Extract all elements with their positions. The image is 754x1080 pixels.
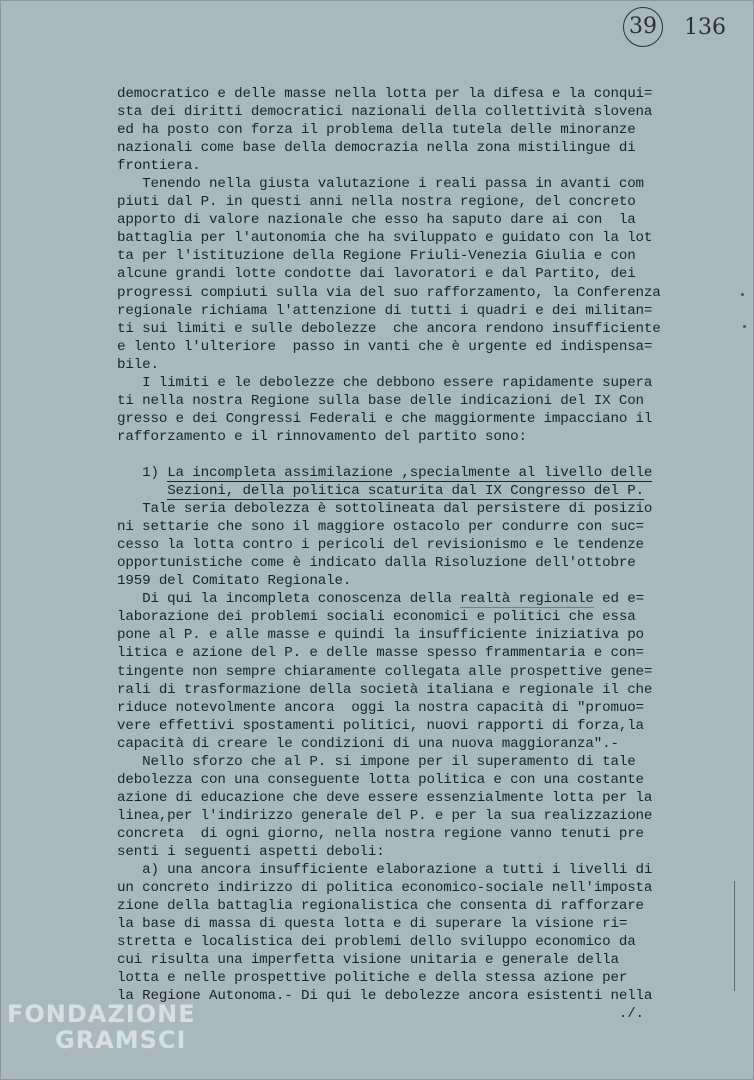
text-line: un concreto indirizzo di politica economico-sociale nell'imposta bbox=[117, 880, 653, 897]
text-line: ta per l'istituzione della Regione Friuli-Venezia Giulia e con bbox=[117, 248, 636, 265]
text-line: sta dei diritti democratici nazionali della collettività slovena bbox=[117, 104, 653, 121]
text-line: rafforzamento e il rinnovamento del partito sono: bbox=[117, 428, 527, 445]
circled-page-number: 39 bbox=[623, 7, 663, 47]
text-line: frontiera. bbox=[117, 158, 201, 175]
text-line: Sezioni, della politica scaturita dal IX Congresso del P. bbox=[167, 483, 644, 500]
text-line: riduce notevolmente ancora oggi la nostra capacità di "promuo= bbox=[117, 699, 644, 716]
text-line: progressi compiuti sulla via del suo rafforzamento, la Conferenza bbox=[117, 284, 661, 301]
text-line: Di qui la incompleta conoscenza della realtà regionale ed e= bbox=[117, 591, 644, 608]
text-line: cesso la lotta contro i pericoli del revisionismo e le tendenze bbox=[117, 537, 644, 554]
text-line: capacità di creare le condizioni di una nuova maggioranza".- bbox=[117, 735, 619, 752]
text-line: vere effettivi spostamenti politici, nuovi rapporti di forza,la bbox=[117, 717, 644, 734]
text-line: stretta e localistica dei problemi dello sviluppo economico da bbox=[117, 934, 636, 951]
text-line: litica e azione del P. e delle masse spesso frammentaria e con= bbox=[117, 645, 644, 662]
watermark-line2: GRAMSCI bbox=[55, 1026, 187, 1054]
text-line: azione di educazione che deve essere essenzialmente lotta per la bbox=[117, 789, 653, 806]
margin-dot bbox=[743, 325, 746, 328]
text-line: apporto di valore nazionale che esso ha saputo dare ai con la bbox=[117, 212, 636, 229]
text-line: laborazione dei problemi sociali economici e politici che essa bbox=[117, 609, 636, 626]
text-line: ./. bbox=[117, 1006, 644, 1023]
watermark-line1: FONDAZIONE bbox=[7, 1000, 196, 1028]
text-line: debolezza con una conseguente lotta politica e con una costante bbox=[117, 771, 644, 788]
text-line: regionale richiama l'attenzione di tutti i quadri e dei militan= bbox=[117, 302, 653, 319]
text-line: ed ha posto con forza il problema della tutela delle minoranze bbox=[117, 122, 636, 139]
text-line: 1959 del Comitato Regionale. bbox=[117, 573, 352, 590]
text-line bbox=[117, 446, 729, 464]
text-line: pone al P. e alle masse e quindi la insufficiente iniziativa po bbox=[117, 627, 644, 644]
text-line: cui risulta una imperfetta visione unitaria e generale della bbox=[117, 952, 619, 969]
text-line: Tale seria debolezza è sottolineata dal persistere di posizio bbox=[117, 501, 653, 518]
text-line: I limiti e le debolezze che debbono essere rapidamente supera bbox=[117, 374, 653, 391]
text-line: ti nella nostra Regione sulla base delle indicazioni del IX Con bbox=[117, 392, 644, 409]
text-line: bile. bbox=[117, 356, 159, 373]
margin-line-mark bbox=[734, 881, 735, 991]
text-line: piuti dal P. in questi anni nella nostra regione, del concreto bbox=[117, 194, 636, 211]
text-line: tingente non sempre chiaramente collegata alle prospettive gene= bbox=[117, 663, 653, 680]
text-line: ti sui limiti e sulle debolezze che ancora rendono insufficiente bbox=[117, 320, 661, 337]
text-line: e lento l'ulteriore passo in vanti che è urgente ed indispensa= bbox=[117, 338, 653, 355]
text-line: gresso e dei Congressi Federali e che maggiormente impacciano il bbox=[117, 410, 653, 427]
text-line: alcune grandi lotte condotte dai lavoratori e dal Partito, dei bbox=[117, 266, 636, 283]
text-line: a) una ancora insufficiente elaborazione a tutti i livelli di bbox=[117, 862, 653, 879]
watermark-logo bbox=[7, 1001, 196, 1053]
margin-dot bbox=[741, 293, 744, 296]
text-line: la base di massa di questa lotta e di superare la visione ri= bbox=[117, 916, 628, 933]
text-line: Tenendo nella giusta valutazione i reali passa in avanti com bbox=[117, 176, 644, 193]
text-line: opportunistiche come è indicato dalla Risoluzione dell'ottobre bbox=[117, 555, 636, 572]
handwritten-page-number: 136 bbox=[684, 15, 726, 40]
text-line: Nello sforzo che al P. si impone per il superamento di tale bbox=[117, 753, 636, 770]
text-line: linea,per l'indirizzo generale del P. e per la sua realizzazione bbox=[117, 807, 653, 824]
text-line: senti i seguenti aspetti deboli: bbox=[117, 843, 385, 860]
text-line: concreta di ogni giorno, nella nostra regione vanno tenuti pre bbox=[117, 825, 644, 842]
text-line: ni settarie che sono il maggiore ostacolo per condurre con suc= bbox=[117, 519, 644, 536]
text-line: rali di trasformazione della società italiana e regionale il che bbox=[117, 681, 653, 698]
text-line: battaglia per l'autonomia che ha sviluppato e guidato con la lot bbox=[117, 230, 653, 247]
typewritten-text bbox=[117, 85, 729, 1023]
text-line: nazionali come base della democrazia nella zona mistilingue di bbox=[117, 140, 636, 157]
text-line: zione della battaglia regionalistica che consenta di rafforzare bbox=[117, 898, 644, 915]
text-line: lotta e nelle prospettive politiche e della stessa azione per bbox=[117, 970, 628, 987]
text-line: democratico e delle masse nella lotta per la difesa e la conqui= bbox=[117, 86, 653, 102]
text-line: 1) La incompleta assimilazione ,specialmente al livello delle bbox=[117, 464, 653, 481]
text-line: la Regione Autonoma.- Di qui le debolezze ancora esistenti nella bbox=[117, 988, 653, 1005]
